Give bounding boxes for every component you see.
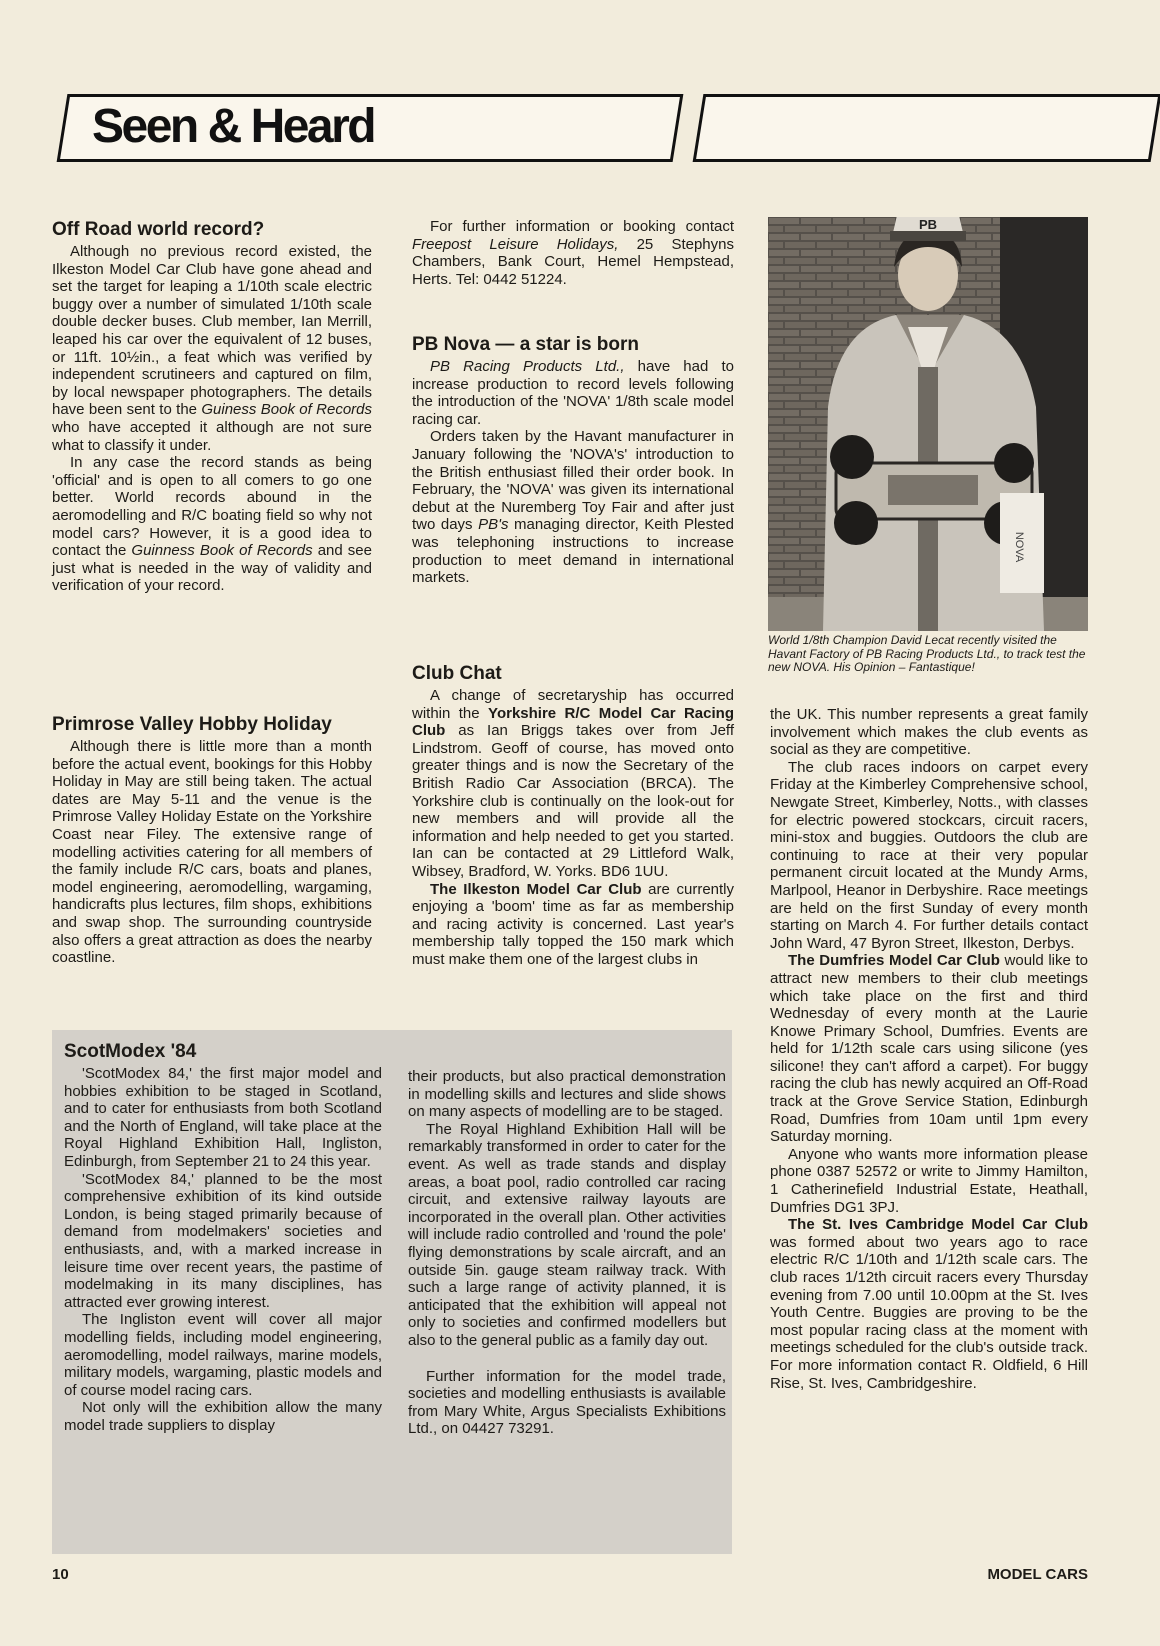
article-paragraph: A change of secretaryship has occurred within the Yorkshire R/C Model Car Racing Club as Ian Briggs takes over from Jeff Lindstrom. Geoff of course, has moved onto greater things and is now the Secretary of the British Radio Car Association (BRCA). The Yorkshire club is continually on the look-out for new members and will provide all the information and help needed to get you started. Ian can be contacted at 29 Littleford Walk, Wibsey, Bradford, W. Yorks. BD6 1UU. — [412, 687, 735, 880]
article-club-chat — [412, 662, 734, 969]
article-paragraph: The St. Ives Cambridge Model Car Club was formed about two years ago to race electric R/C 1/10th and 1/12th scale cars. The club races 1/12th circuit racers every Thursday evening from 7.00 until 10.00pm at the St. Ives Youth Centre. Buggies are proving to be the most popular racing class at the moment with meetings scheduled for the club's outside track. For more information contact R. Oldfield, 6 Hill Rise, St. Ives, Cambridgeshire. — [770, 1216, 1088, 1392]
article-title: PB Nova — a star is born — [412, 334, 640, 355]
article-title: Club Chat — [412, 663, 502, 684]
article-title: ScotModex '84 — [64, 1041, 197, 1062]
article-paragraph: Orders taken by the Havant manufacturer in January following the 'NOVA's' introduction to the British enthusiast filled their order book. In February, the 'NOVA' was given its international debut at the Nuremberg Toy Fair and after just two days PB's managing director, Keith Plested was telephoning instructions to increase production to meet demand in international markets. — [412, 428, 735, 587]
article-scotmodex — [64, 1040, 382, 1434]
article-paragraph: The club races indoors on carpet every Friday at the Kimberley Comprehensive school, Newgate Street, Kimberley, Notts., with classes for electric powered stockcars, circuit racers, mini-stox and buggies. Outdoors the club are continuing to race at their very popular permanent circuit located at the Mundy Arms, Marlpool, Heanor in Derbyshire. Race meetings are held on the first Sunday of every month starting on March 4. For further details contact John Ward, 47 Byron Street, Ilkeston, Derbys. — [770, 758, 1088, 952]
article-paragraph: The Ilkeston Model Car Club are currently enjoying a 'boom' time as far as membership and racing activity is concerned. Last year's membership tally topped the 150 mark which must make them one of the largest clubs in — [412, 880, 734, 968]
article-paragraph: The Royal Highland Exhibition Hall will be remarkably transformed in order to cater for the event. As well as trade stands and display areas, a boat pool, radio controlled car racing circuit, and extensive railway layouts are incorporated in the overall plan. Other activities will include radio controlled and 'round the pole' flying demonstrations by scale aircraft, and an outside 5in. gauge steam railway track. With such a large range of activity planned, it is anticipated that the exhibition will appeal not only to societies and confirmed modellers but also to the general public as a family day out. — [408, 1120, 726, 1349]
article-club-chat-continued — [770, 706, 1088, 1392]
article-paragraph: Although there is little more than a month before the actual event, bookings for this Hobby Holiday in May are still being taken. The actual dates are May 5-11 and the venue is the Primrose Valley Holiday Estate on the Yorkshire Coast near Filey. The extensive range of modelling activities catering for all members of the family include R/C cars, boats and planes, model engineering, aeromodelling, wargaming, handicrafts plus lectures, film shops, exhibitions and swap shop. The surrounding countryside also offers a great attraction as does the nearby coastline. — [52, 738, 372, 967]
article-paragraph: 'ScotModex 84,' planned to be the most comprehensive exhibition of its kind outside London, is being staged primarily because of demand from modelmakers' societies and enthusiasts, and, with a marked increase in leisure time over recent years, the pastime of modelmaking in its many disciplines, has attracted ever growing interest. — [64, 1170, 382, 1311]
article-paragraph: Anyone who wants more information please phone 0387 52572 or write to Jimmy Hamilton, 1 Catherinefield Industrial Estate, Heathall, Dumfries DG1 3PJ. — [770, 1145, 1088, 1216]
hat-text: PB — [918, 217, 938, 232]
article-paragraph: their products, but also practical demonstration in modelling skills and lectures and slide shows on many aspects of modelling are to be staged. — [408, 1068, 726, 1121]
article-primrose — [52, 713, 372, 967]
article-paragraph: the UK. This number represents a great family involvement which makes the club events as social as they are competitive. — [770, 706, 1088, 759]
page-number: 10 — [52, 1566, 69, 1583]
article-off-road — [52, 218, 372, 595]
box-label: NOVA — [1013, 531, 1025, 563]
magazine-name: MODEL CARS — [987, 1566, 1088, 1583]
article-scotmodex-col2 — [408, 1068, 726, 1438]
article-further-info — [412, 218, 734, 288]
article-paragraph: For further information or booking contact Freepost Leisure Holidays, 25 Stephyns Chambers, Bank Court, Hemel Hempstead, Herts. Tel: 0442 51224. — [412, 218, 734, 288]
photo-caption: World 1/8th Champion David Lecat recently visited the Havant Factory of PB Racing Products Ltd., to track test the new NOVA. His Opinion – Fantastique! — [768, 633, 1086, 674]
article-pb-nova — [412, 333, 734, 587]
article-title: Off Road world record? — [52, 219, 265, 240]
header-empty-box — [693, 94, 1160, 162]
article-paragraph: Further information for the model trade, societies and modelling enthusiasts is available from Mary White, Argus Specialists Exhibitions Ltd., on 04427 73291. — [408, 1367, 726, 1438]
article-title: Primrose Valley Hobby Holiday — [52, 714, 332, 735]
section-title: Seen & Heard — [92, 100, 375, 153]
article-paragraph: The Ingliston event will cover all major modelling fields, including model engineering, aeromodelling, model railways, marine models, military models, wargaming, plastic models and of course model racing cars. — [64, 1311, 382, 1399]
article-paragraph: In any case the record stands as being 'official' and is open to all comers to go one better. World records abound in the aeromodelling and R/C boating field so why not model cars? However, it is a good idea to contact the Guinness Book of Records and see just what is needed in the way of validity and verification of your record. — [52, 454, 372, 595]
article-paragraph: 'ScotModex 84,' the first major model and hobbies exhibition to be staged in Scotland, and to cater for enthusiasts from both Scotland and the North of England, will take place at the Royal Highland Exhibition Hall, Ingliston, Edinburgh, from September 21 to 24 this year. — [64, 1065, 382, 1170]
article-paragraph: Although no previous record existed, the Ilkeston Model Car Club have gone ahead and set the target for leaping a 1/10th scale electric buggy over a number of simulated 1/10th scale double decker buses. Club member, Ian Merrill, leaped his car over the equivalent of 12 buses, or 11ft. 10½in., a feat which was verified by independent scrutineers and captured on film, by local newspaper photographers. The details have been sent to the Guiness Book of Records who have accepted it although are not sure what to classify it under. — [52, 243, 373, 454]
photo-illustration — [768, 217, 1088, 631]
article-paragraph: Not only will the exhibition allow the many model trade suppliers to display — [64, 1399, 382, 1434]
photo-david-lecat — [768, 217, 1088, 631]
article-paragraph: PB Racing Products Ltd., have had to increase production to record levels following the introduction of the 'NOVA' 1/8th scale model racing car. — [412, 358, 734, 428]
article-paragraph: The Dumfries Model Car Club would like to attract new members to their club meetings which take place on the first and third Wednesday of every month at the Laurie Knowe Primary School, Dumfries. Events are held for 1/12th scale cars using silicone (yes silicone! they can't afford a carpet). For buggy racing the club has newly acquired an Off-Road track at the Grove Service Station, Edinburgh Road, Dumfries from 10am until 1pm every Saturday morning. — [770, 952, 1089, 1146]
